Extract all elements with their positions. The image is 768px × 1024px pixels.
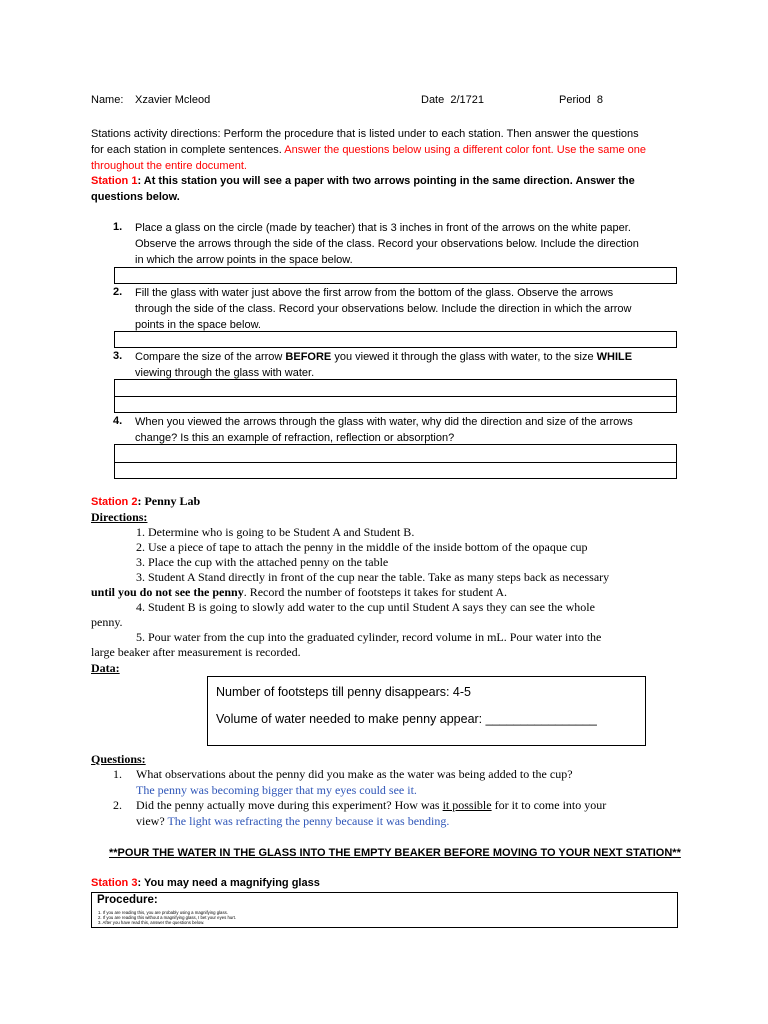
intro-line-1: Stations activity directions: Perform the procedure that is listed under to each station. Then answer the questions bbox=[91, 128, 639, 140]
intro-line-3: throughout the entire document. bbox=[91, 160, 247, 172]
item3-answer-box[interactable] bbox=[114, 379, 677, 413]
station1-heading-text: : At this station you will see a paper with two arrows pointing in the same direction. Answer the bbox=[137, 175, 635, 187]
station1-label: Station 1 bbox=[91, 175, 138, 187]
direction-step: large beaker after measurement is recorded. bbox=[91, 645, 301, 659]
item1-line: Place a glass on the circle (made by teacher) that is 3 inches in front of the arrows on the white paper. bbox=[135, 222, 631, 234]
question2-view: view? bbox=[136, 814, 165, 828]
item3-before: BEFORE bbox=[285, 351, 332, 363]
question2-number: 2. bbox=[113, 798, 122, 812]
item4-number: 4. bbox=[113, 415, 123, 427]
procedure-step: 3. After you have read this, answer the questions below. bbox=[98, 920, 205, 925]
procedure-step: 2. If you are reading this without a magnifying glass, I bet your eyes hurt. bbox=[98, 915, 237, 920]
name-label: Name: bbox=[91, 94, 124, 106]
item1-line: in which the arrow points in the space below. bbox=[135, 254, 353, 266]
item2-line: through the side of the class. Record your observations below. Include the direction in which the arrow bbox=[135, 303, 632, 315]
intro-line-2 bbox=[91, 142, 691, 158]
intro-directions bbox=[91, 126, 691, 174]
question1-number: 1. bbox=[113, 767, 122, 781]
volume-record[interactable]: Volume of water needed to make penny appear: ________________ bbox=[216, 712, 597, 726]
question1-text: What observations about the penny did you make as the water was being added to the cup? bbox=[136, 767, 573, 781]
station2-title: : Penny Lab bbox=[137, 494, 201, 508]
footsteps-record[interactable]: Number of footsteps till penny disappears: 4-5 bbox=[216, 685, 471, 699]
station3-title: : You may need a magnifying glass bbox=[137, 877, 320, 889]
station2-heading bbox=[91, 494, 200, 509]
item3-while: WHILE bbox=[596, 351, 633, 363]
procedure-box bbox=[91, 892, 678, 928]
item2-text bbox=[135, 285, 695, 333]
intro-line-2-black: for each station in complete sentences. bbox=[91, 144, 282, 156]
date-label: Date bbox=[421, 94, 445, 106]
item1-text bbox=[135, 220, 695, 268]
item2-line: points in the space below. bbox=[135, 319, 261, 331]
data-label: Data: bbox=[91, 661, 120, 675]
item1-answer-box[interactable] bbox=[114, 267, 677, 284]
direction-step: 3. Place the cup with the attached penny on the table bbox=[136, 555, 389, 569]
item1-number: 1. bbox=[113, 221, 123, 233]
procedure-tiny-text bbox=[98, 910, 236, 925]
direction-step: 2. Use a piece of tape to attach the penny in the middle of the inside bottom of the opaque cup bbox=[136, 540, 588, 554]
item4-line: When you viewed the arrows through the glass with water, why did the direction and size of the arrows bbox=[135, 416, 633, 428]
station1-heading-line2: questions below. bbox=[91, 191, 180, 203]
answer1-text[interactable]: The penny was becoming bigger that my eyes could see it. bbox=[136, 783, 417, 797]
item3-text-c: you viewed it through the glass with water, to the size bbox=[334, 351, 594, 363]
procedure-label: Procedure: bbox=[97, 894, 158, 906]
direction-step: 5. Pour water from the cup into the graduated cylinder, record volume in mL. Pour water into the bbox=[136, 630, 602, 644]
pour-notice: **POUR THE WATER IN THE GLASS INTO THE EMPTY BEAKER BEFORE MOVING TO YOUR NEXT STATION** bbox=[109, 847, 681, 859]
item1-line: Observe the arrows through the side of the class. Record your observations below. Include the direction bbox=[135, 238, 639, 250]
station2-directions bbox=[91, 525, 671, 660]
directions-label: Directions: bbox=[91, 510, 148, 524]
step4-bold: until you do not see the penny bbox=[91, 585, 244, 599]
question2-line2 bbox=[136, 814, 449, 829]
item3-line2: viewing through the glass with water. bbox=[135, 367, 315, 379]
item2-line: Fill the glass with water just above the first arrow from the bottom of the glass. Observe the arrows bbox=[135, 287, 614, 299]
item3-number: 3. bbox=[113, 350, 123, 362]
direction-step: penny. bbox=[91, 615, 123, 629]
item2-number: 2. bbox=[113, 286, 123, 298]
question2-underlined: it possible bbox=[442, 798, 492, 812]
item4-line: change? Is this an example of refraction, reflection or absorption? bbox=[135, 432, 455, 444]
data-box bbox=[207, 676, 646, 746]
direction-step bbox=[91, 585, 671, 600]
date-field[interactable]: 2/1721 bbox=[450, 94, 485, 106]
period-field[interactable]: 8 bbox=[596, 94, 604, 106]
direction-step: 4. Student B is going to slowly add water to the cup until Student A says they can see the whole bbox=[136, 600, 595, 614]
step4-rest: . Record the number of footsteps it takes for student A. bbox=[243, 585, 507, 599]
direction-step: 1. Determine who is going to be Student A and Student B. bbox=[136, 525, 415, 539]
question2-text bbox=[136, 798, 681, 813]
questions-label: Questions: bbox=[91, 752, 146, 766]
period-label: Period bbox=[559, 94, 591, 106]
station1-heading bbox=[91, 173, 691, 205]
question2-part-a: Did the penny actually move during this experiment? How was bbox=[136, 798, 440, 812]
item4-answer-box[interactable] bbox=[114, 444, 677, 479]
procedure-step: 1. If you are reading this, you are probably using a magnifying glass. bbox=[98, 910, 228, 915]
item4-text bbox=[135, 414, 695, 446]
date-group bbox=[421, 94, 484, 106]
station2-label: Station 2 bbox=[91, 496, 138, 508]
answer2-text[interactable]: The light was refracting the penny because it was bending. bbox=[167, 814, 450, 828]
station3-heading bbox=[91, 877, 320, 889]
item3-text-a: Compare the size of the arrow bbox=[135, 351, 283, 363]
item3-text bbox=[135, 349, 695, 381]
direction-step: 3. Student A Stand directly in front of the cup near the table. Take as many steps back as necessary bbox=[136, 570, 610, 584]
item2-answer-box[interactable] bbox=[114, 331, 677, 348]
question2-part-b: for it to come into your bbox=[494, 798, 607, 812]
intro-line-2-red: Answer the questions below using a different color font. Use the same one bbox=[284, 144, 647, 156]
period-group bbox=[559, 94, 603, 106]
name-field[interactable]: Xzavier Mcleod bbox=[135, 94, 211, 106]
station3-label: Station 3 bbox=[91, 877, 138, 889]
header-row bbox=[91, 94, 123, 106]
